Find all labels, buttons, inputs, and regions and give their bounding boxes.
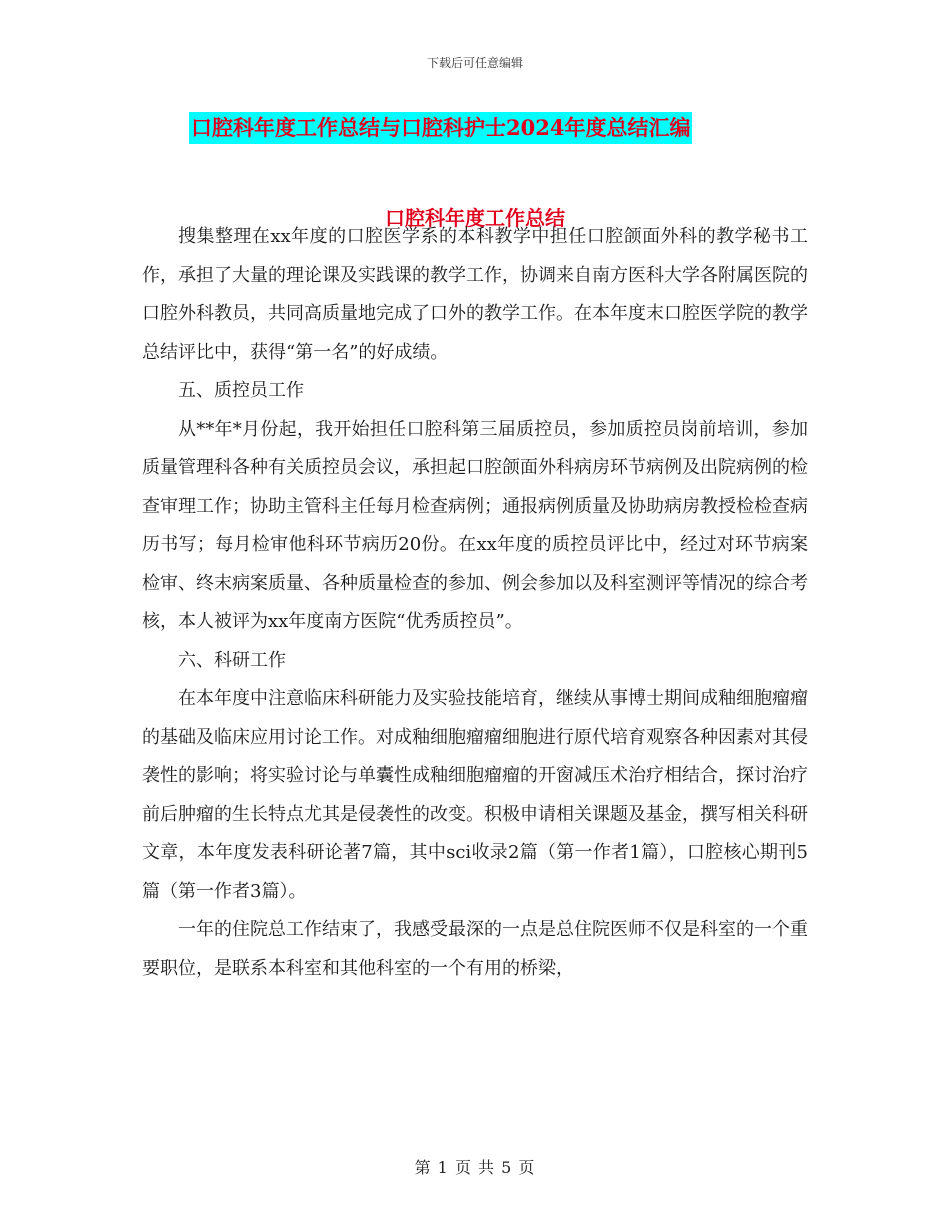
page-number-footer: 第 1 页 共 5 页 [414,1158,536,1177]
body-paragraph: 在本年度中注意临床科研能力及实验技能培育，继续从事博士期间成釉细胞瘤瘤的基础及临床应用讨论工作。对成釉细胞瘤瘤细胞进行原代培育观察各种因素对其侵袭性的影响；将实验讨论与单囊性成釉细胞瘤瘤的开窗减压术治疗相结合，探讨治疗前后肿瘤的生长特点尤其是侵袭性的改变。积极申请相关课题及基金，撰写相关科研文章，本年度发表科研论著7篇，其中sci收录2篇（第一作者1篇），口腔核心期刊5篇（第一作者3篇）。 [142,688,808,902]
section-title: 口腔科年度工作总结 [385,206,565,230]
document-main-title: 口腔科年度工作总结与口腔科护士2024年度总结汇编 [189,112,692,144]
document-body [142,218,808,988]
body-paragraph: 从**年*月份起，我开始担任口腔科第三届质控员，参加质控员岗前培训，参加质量管理科各种有关质控员会议，承担起口腔颌面外科病房环节病例及出院病例的检查审理工作；协助主管科主任每月检查病例；通报病例质量及协助病房教授检检查病历书写；每月检审他科环节病历20份。在xx年度的质控员评比中，经过对环节病案检审、终末病案质量、各种质量检查的参加、例会参加以及科室测评等情况的综合考核，本人被评为xx年度南方医院“优秀质控员”。 [142,418,808,632]
body-paragraph: 一年的住院总工作结束了，我感受最深的一点是总住院医师不仅是科室的一个重要职位，是联系本科室和其他科室的一个有用的桥梁， [142,919,808,979]
body-paragraph: 搜集整理在xx年度的口腔医学系的本科教学中担任口腔颌面外科的教学秘书工作，承担了大量的理论课及实践课的教学工作，协调来自南方医科大学各附属医院的口腔外科教员，共同高质量地完成了口外的教学工作。在本年度末口腔医学院的教学总结评比中，获得“第一名”的好成绩。 [142,226,808,363]
body-subheading: 五、质控员工作 [178,380,304,401]
body-subheading: 六、科研工作 [178,649,286,671]
page-header-note: 下载后可任意编辑 [426,56,523,70]
